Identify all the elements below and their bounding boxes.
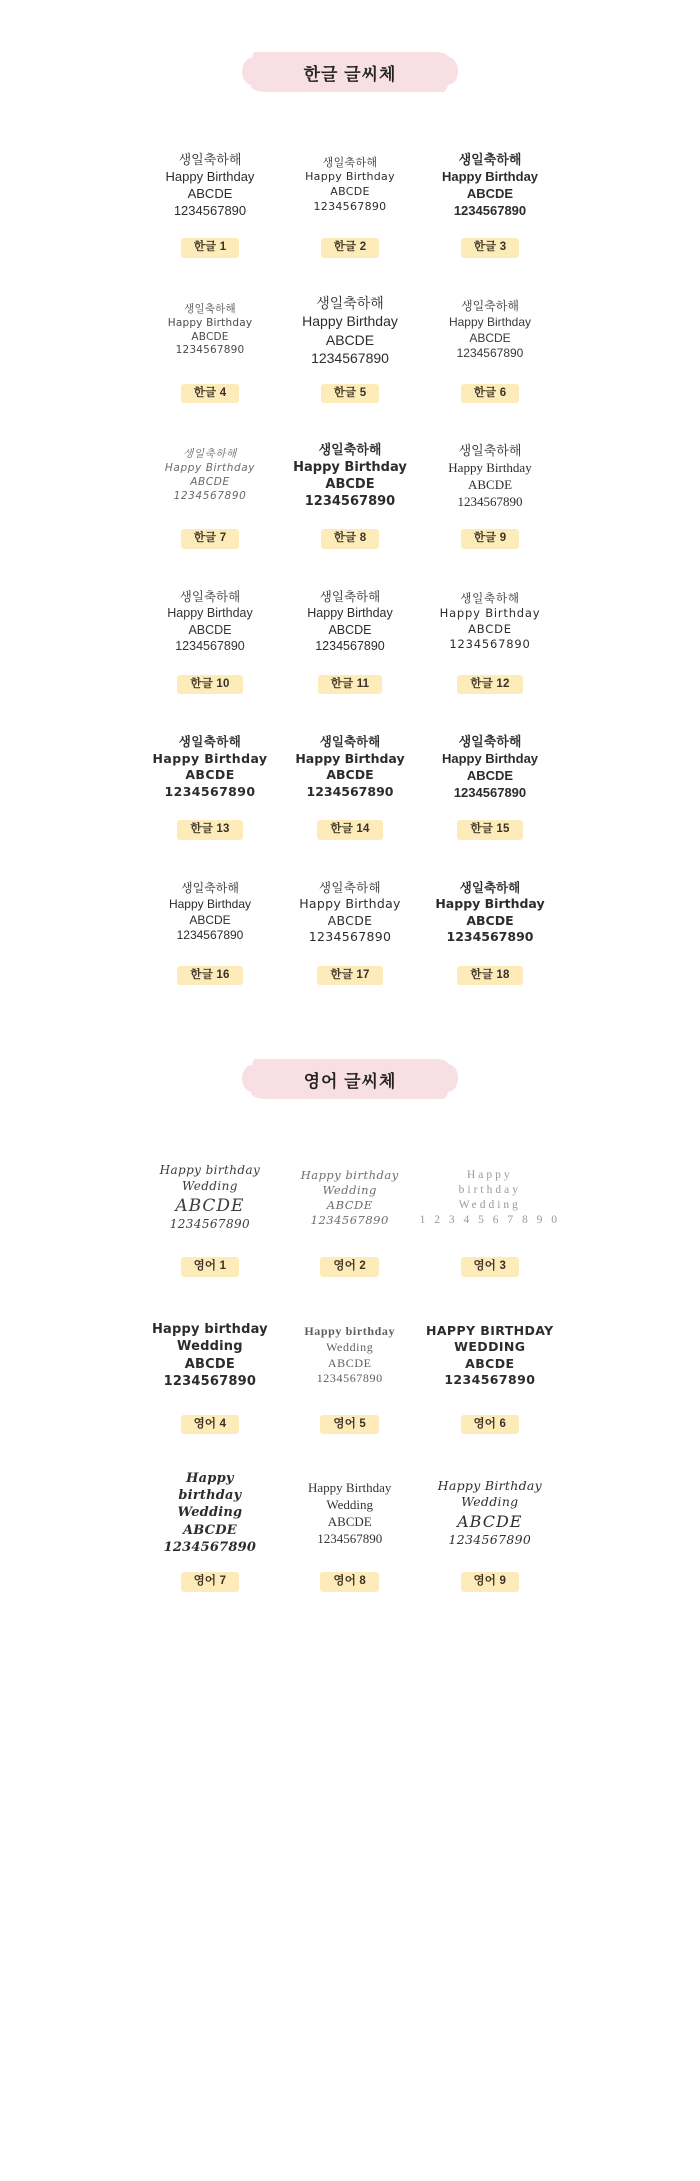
sample-tag[interactable]: 한글 5 xyxy=(321,384,380,404)
sample-preview xyxy=(305,142,395,228)
sample-line: 생일축하해 xyxy=(178,734,242,749)
sample-line: ABCDE xyxy=(325,331,375,348)
sample-line: ABCDE xyxy=(468,621,512,636)
sample-tag[interactable]: 한글 18 xyxy=(457,966,522,986)
sample-line: Happy Birthday xyxy=(165,168,255,184)
sample-line: Happy Birthday xyxy=(168,896,252,911)
sample-line: ABCDE xyxy=(466,768,514,783)
sample-line: Happy Birthday xyxy=(164,462,256,475)
sample-line: ABCDE xyxy=(467,477,513,492)
sample-preview xyxy=(440,579,541,665)
section-banner-korean xyxy=(0,52,700,92)
sample-line: 생일축하해 xyxy=(460,591,520,606)
sample-tag[interactable]: 영어 9 xyxy=(461,1572,520,1592)
sample-line: Happy Birthday xyxy=(167,606,253,620)
sample-tag[interactable]: 한글 16 xyxy=(177,966,242,986)
font-sample-korean-15[interactable] xyxy=(420,720,560,840)
sample-tag[interactable]: 한글 14 xyxy=(317,820,382,840)
font-sample-korean-12[interactable] xyxy=(420,575,560,695)
sample-line: Happy birthday xyxy=(151,1322,268,1338)
sample-line: 1234567890 xyxy=(308,929,392,944)
font-sample-korean-1[interactable] xyxy=(140,138,280,258)
english-font-grid xyxy=(140,1145,560,1592)
font-sample-korean-6[interactable] xyxy=(420,284,560,404)
sample-line: Wedding xyxy=(326,1496,374,1512)
section-title-english: 영어 글씨체 xyxy=(303,1071,397,1091)
sample-line: 생일축하해 xyxy=(184,302,236,315)
sample-tag[interactable]: 한글 7 xyxy=(181,529,240,549)
sample-line: Happy xyxy=(466,1168,513,1181)
sample-line: ABCDE xyxy=(327,1355,372,1370)
sample-line: 1234567890 xyxy=(317,1531,383,1547)
sample-preview xyxy=(442,724,538,810)
sample-line: Wedding xyxy=(458,1199,521,1211)
sample-line: 1234567890 xyxy=(311,349,389,366)
sample-preview xyxy=(420,1149,560,1247)
sample-preview xyxy=(435,870,544,956)
font-sample-korean-16[interactable] xyxy=(140,866,280,986)
sample-line: ABCDE xyxy=(182,1522,237,1538)
sample-line: Happy Birthday xyxy=(308,1479,392,1495)
sample-preview xyxy=(152,1307,268,1405)
sample-line: ABCDE xyxy=(465,1355,515,1371)
sample-line: ABCDE xyxy=(328,622,372,637)
sample-line: 1234567890 xyxy=(453,785,527,801)
font-sample-english-5[interactable] xyxy=(280,1303,420,1435)
sample-line: Happy xyxy=(186,1471,234,1487)
sample-preview xyxy=(448,433,531,519)
sample-preview xyxy=(438,1464,542,1562)
font-sample-korean-11[interactable] xyxy=(280,575,420,695)
sample-preview xyxy=(307,579,392,665)
sample-line: ABCDE xyxy=(175,1195,245,1216)
font-sample-korean-18[interactable] xyxy=(420,866,560,986)
sample-line: ABCDE xyxy=(327,912,373,928)
section-title-korean: 한글 글씨체 xyxy=(303,64,397,84)
sample-line: Wedding xyxy=(181,1178,238,1193)
sample-tag[interactable]: 한글 4 xyxy=(181,384,240,404)
sample-line: 생일축하해 xyxy=(181,880,239,895)
sample-line: 생일축하해 xyxy=(322,155,378,169)
sample-tag[interactable]: 한글 6 xyxy=(461,384,520,404)
sample-line: ABCDE xyxy=(466,912,514,928)
sample-preview xyxy=(293,433,407,519)
sample-tag[interactable]: 영어 4 xyxy=(181,1415,240,1435)
sample-preview xyxy=(166,142,255,228)
sample-preview xyxy=(164,1464,256,1562)
sample-tag[interactable]: 한글 2 xyxy=(321,238,380,258)
sample-line: 생일축하해 xyxy=(319,734,381,749)
sample-line: birthday xyxy=(458,1183,521,1196)
font-sample-korean-2[interactable] xyxy=(280,138,420,258)
sample-preview xyxy=(308,1464,391,1562)
sample-tag[interactable]: 영어 3 xyxy=(461,1257,520,1277)
sample-line: Happy Birthday xyxy=(448,314,532,329)
sample-line: 생일축하해 xyxy=(458,151,522,167)
sample-preview xyxy=(426,1307,554,1405)
font-sample-english-8[interactable] xyxy=(280,1460,420,1592)
sample-line: 1234567890 xyxy=(453,203,527,219)
sample-line: ABCDE xyxy=(457,1511,523,1531)
sample-line: Happy birthday xyxy=(304,1323,396,1338)
font-sample-korean-5[interactable] xyxy=(280,284,420,404)
sample-line: 1234567890 xyxy=(310,1213,389,1228)
sample-line: 생일축하해 xyxy=(179,589,241,604)
font-sample-korean-14[interactable] xyxy=(280,720,420,840)
sample-line: 생일축하해 xyxy=(319,879,381,895)
banner-shape-korean xyxy=(251,52,449,92)
sample-preview xyxy=(167,579,252,665)
sample-tag[interactable]: 한글 8 xyxy=(321,529,380,549)
sample-line: 1 2 3 4 5 6 7 8 9 0 xyxy=(419,1214,560,1227)
font-sample-korean-3[interactable] xyxy=(420,138,560,258)
sample-line: 1234567890 xyxy=(306,783,394,799)
sample-line: 생일축하해 xyxy=(183,448,237,461)
sample-line: 1234567890 xyxy=(456,346,524,361)
font-sample-korean-13[interactable] xyxy=(140,720,280,840)
font-sample-korean-4[interactable] xyxy=(140,284,280,404)
sample-line: ABCDE xyxy=(326,767,374,782)
sample-tag[interactable]: 영어 6 xyxy=(461,1415,520,1435)
sample-line: 1234567890 xyxy=(313,199,387,213)
sample-line: 1234567890 xyxy=(163,1373,257,1389)
sample-line: ABCDE xyxy=(469,330,511,345)
sample-tag[interactable]: 한글 12 xyxy=(457,675,522,695)
sample-line: Happy Birthday xyxy=(152,750,268,766)
sample-tag[interactable]: 영어 1 xyxy=(181,1257,240,1277)
sample-line: Happy Birthday xyxy=(167,316,253,329)
sample-line: 1234567890 xyxy=(444,1372,536,1387)
sample-line: 1234567890 xyxy=(176,928,244,943)
font-sample-korean-7[interactable] xyxy=(140,429,280,549)
sample-line: Happy Birthday xyxy=(299,896,401,911)
sample-line: Happy Birthday xyxy=(441,168,539,184)
sample-line: 1234567890 xyxy=(173,203,247,219)
sample-line: Happy Birthday xyxy=(435,896,545,911)
korean-font-grid xyxy=(140,138,560,985)
sample-line: 생일축하해 xyxy=(458,442,522,458)
sample-line: 1234567890 xyxy=(164,783,256,799)
sample-line: 1234567890 xyxy=(315,639,385,653)
sample-line: Wedding xyxy=(326,1339,374,1354)
sample-preview xyxy=(160,1149,261,1247)
sample-line: ABCDE xyxy=(330,185,370,198)
sample-line: ABCDE xyxy=(189,912,231,927)
sample-line: Wedding xyxy=(461,1494,519,1510)
sample-line: 생일축하해 xyxy=(319,589,381,604)
sample-preview xyxy=(442,142,538,228)
sample-preview xyxy=(153,724,268,810)
sample-line: ABCDE xyxy=(326,1198,373,1212)
sample-line: ABCDE xyxy=(187,186,233,201)
sample-line: ABCDE xyxy=(466,186,514,201)
font-sample-english-6[interactable] xyxy=(420,1303,560,1435)
sample-tag[interactable]: 한글 17 xyxy=(317,966,382,986)
sample-line: 생일축하해 xyxy=(318,442,382,458)
sample-line: 1234567890 xyxy=(448,1531,532,1547)
sample-line: Happy Birthday xyxy=(295,750,405,766)
font-sample-korean-8[interactable] xyxy=(280,429,420,549)
sample-preview xyxy=(168,288,253,374)
font-sample-english-2[interactable] xyxy=(280,1145,420,1277)
sample-line: Happy birthday xyxy=(300,1167,399,1182)
sample-preview xyxy=(295,724,404,810)
sample-line: 생일축하해 xyxy=(461,298,519,313)
sample-line: 1234567890 xyxy=(449,636,531,651)
sample-tag[interactable]: 한글 13 xyxy=(177,820,242,840)
sample-tag[interactable]: 한글 3 xyxy=(461,238,520,258)
sample-line: 1234567890 xyxy=(446,929,534,944)
sample-line: Happy Birthday xyxy=(302,313,398,330)
sample-line: ABCDE xyxy=(185,767,235,782)
sample-line: ABCDE xyxy=(191,330,229,343)
sample-line: WEDDING xyxy=(454,1339,526,1354)
section-banner-english xyxy=(0,1059,700,1099)
sample-line: 1234567890 xyxy=(163,1539,257,1555)
sample-preview xyxy=(169,870,251,956)
sample-tag[interactable]: 한글 15 xyxy=(457,820,522,840)
sample-line: 생일축하해 xyxy=(459,879,521,895)
font-sample-english-9[interactable] xyxy=(420,1460,560,1592)
font-sample-english-1[interactable] xyxy=(140,1145,280,1277)
sample-line: Wedding xyxy=(322,1182,377,1197)
sample-tag[interactable]: 영어 8 xyxy=(320,1572,379,1592)
font-sample-korean-9[interactable] xyxy=(420,429,560,549)
sample-line: Happy Birthday xyxy=(441,750,539,766)
sample-tag[interactable]: 한글 10 xyxy=(177,675,242,695)
sample-line: Wedding xyxy=(177,1339,243,1355)
sample-line: HAPPY BIRTHDAY xyxy=(426,1322,554,1338)
sample-line: birthday xyxy=(178,1488,242,1504)
sample-line: 1234567890 xyxy=(169,1217,251,1232)
sample-line: 1234567890 xyxy=(304,494,396,510)
sample-line: ABCDE xyxy=(325,477,375,492)
sample-tag[interactable]: 영어 5 xyxy=(320,1415,379,1435)
sample-preview xyxy=(299,870,401,956)
sample-line: Happy Birthday xyxy=(448,459,532,475)
sample-line: 1234567890 xyxy=(175,639,245,653)
sample-line: ABCDE xyxy=(190,476,230,488)
sample-tag[interactable]: 한글 11 xyxy=(318,675,383,695)
sample-tag[interactable]: 한글 1 xyxy=(181,238,240,258)
sample-preview xyxy=(301,1149,399,1247)
sample-line: Happy Birthday xyxy=(305,170,395,184)
sample-tag[interactable]: 영어 2 xyxy=(320,1257,379,1277)
sample-line: Happy Birthday xyxy=(307,606,393,620)
sample-tag[interactable]: 영어 7 xyxy=(181,1572,240,1592)
sample-preview xyxy=(304,1307,395,1405)
font-sample-korean-17[interactable] xyxy=(280,866,420,986)
sample-line: ABCDE xyxy=(188,622,232,637)
sample-line: Happy Birthday xyxy=(437,1477,542,1493)
sample-line: 1234567890 xyxy=(457,494,523,510)
sample-line: Happy Birthday xyxy=(293,459,407,475)
banner-shape-english xyxy=(251,1059,449,1099)
sample-line: 1234567890 xyxy=(316,1371,383,1386)
sample-line: Happy Birthday xyxy=(439,606,541,621)
font-sample-english-4[interactable] xyxy=(140,1303,280,1435)
sample-line: Happy birthday xyxy=(159,1163,261,1178)
sample-line: 생일축하해 xyxy=(458,733,522,749)
sample-line: 1234567890 xyxy=(175,344,245,357)
sample-preview xyxy=(302,288,398,374)
font-sample-korean-10[interactable] xyxy=(140,575,280,695)
sample-preview xyxy=(165,433,255,519)
sample-tag[interactable]: 한글 9 xyxy=(461,529,520,549)
sample-preview xyxy=(449,288,531,374)
sample-line: 생일축하해 xyxy=(316,294,384,311)
font-sample-english-7[interactable] xyxy=(140,1460,280,1592)
font-sample-english-3[interactable] xyxy=(420,1145,560,1277)
sample-line: Wedding xyxy=(177,1505,243,1521)
sample-line: ABCDE xyxy=(184,1356,235,1372)
sample-line: 1234567890 xyxy=(173,489,247,502)
sample-line: 생일축하해 xyxy=(178,151,242,167)
sample-line: ABCDE xyxy=(327,1514,372,1529)
